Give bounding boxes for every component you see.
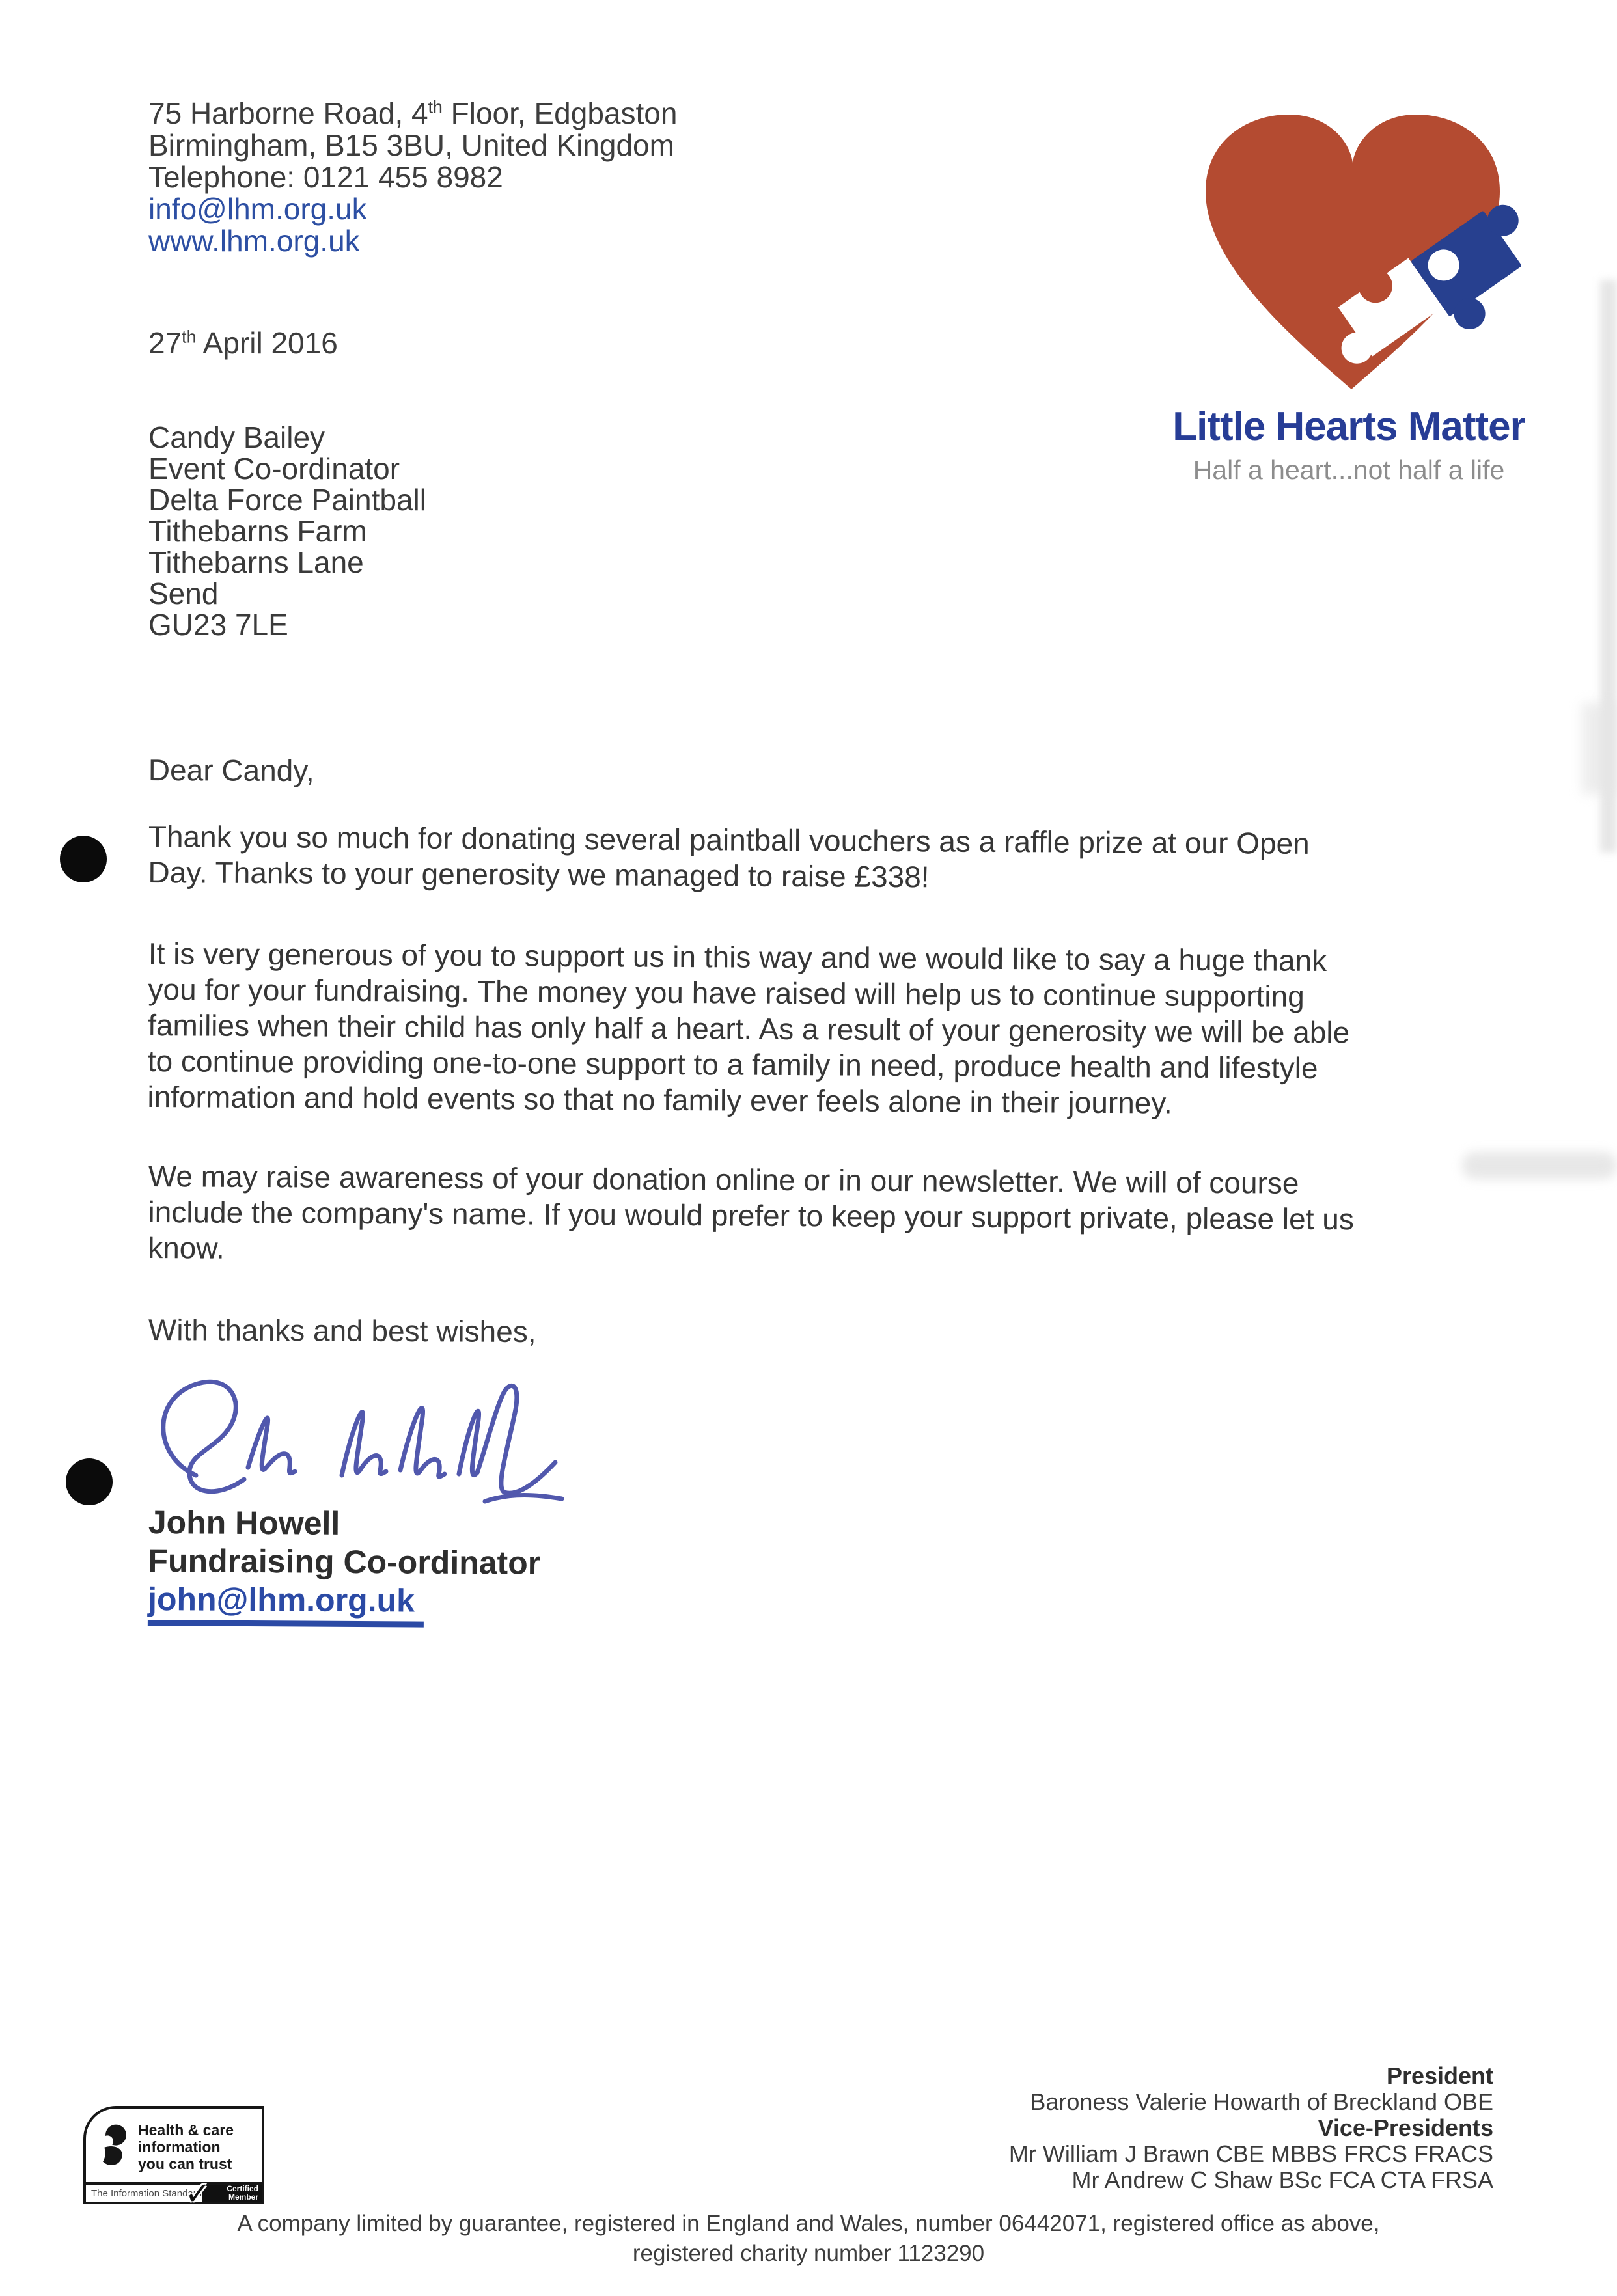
salutation: Dear Candy, [148,753,314,788]
recipient-line: Candy Bailey [148,420,325,454]
signature-image [133,1361,589,1524]
address-line-1: 75 Harborne Road, 4th Floor, Edgbaston [148,96,678,130]
president-name: Baroness Valerie Howarth of Breckland OBE [1030,2088,1493,2115]
information-standard-badge [83,2106,264,2211]
scan-smudge [1462,1152,1617,1179]
brand-block [1134,403,1564,485]
vice-president-name: Mr William J Brawn CBE MBBS FRCS FRACS [1008,2140,1493,2167]
heart-puzzle-logo-icon [1189,99,1553,405]
recipient-line: GU23 7LE [148,608,288,642]
sender-address [148,98,677,257]
vice-president-name: Mr Andrew C Shaw BSc FCA CTA FRSA [1071,2166,1493,2193]
badge-strip [83,2177,264,2211]
certified-member-box: Certified Member [202,2185,262,2202]
address-line-2: Birmingham, B15 3BU, United Kingdom [148,128,674,162]
body-paragraph-1: Thank you so much for donating several paintball vouchers as a raffle prize at our Open Day. Thanks to your generosity we managed to raise £338! [148,819,1310,894]
badge-box [83,2106,264,2182]
president-label: President [1386,2062,1493,2089]
signer-email-link[interactable]: john@lhm.org.uk [148,1580,424,1628]
officers-block [1009,2063,1493,2193]
recipient-line: Event Co-ordinator [148,452,400,485]
info-email-link[interactable]: info@lhm.org.uk [148,192,367,226]
brand-tagline: Half a heart...not half a life [1193,455,1505,485]
registration-line-1: A company limited by guarantee, registered in England and Wales, number 06442071, registered office as above, [237,2211,1380,2236]
signer-name: John Howell [148,1504,340,1542]
information-standard-label: The Information Standard [91,2187,202,2199]
closing-line: With thanks and best wishes, [148,1313,536,1349]
recipient-line: Delta Force Paintball [148,483,426,517]
signer-block [148,1503,541,1628]
recipient-line: Send [148,577,219,610]
letter-date: 27th April 2016 [148,326,338,360]
recipient-address [148,422,426,640]
scan-edge-shadow [1582,703,1617,794]
badge-text: Health & care information you can trust [138,2121,234,2172]
body-paragraph-3: We may raise awareness of your donation online or in our newsletter. We will of course include the company's name. If you would prefer to keep your support private, please let us know. [148,1159,1355,1265]
hole-punch-mark [60,836,107,882]
checkmark-icon: ✓ [184,2177,211,2211]
registration-line-2: registered charity number 1123290 [632,2241,985,2266]
website-link[interactable]: www.lhm.org.uk [148,224,360,258]
hole-punch-mark [66,1458,113,1505]
recipient-line: Tithebarns Lane [148,545,364,579]
body-paragraph-2: It is very generous of you to support us in this way and we would like to say a huge thank you for your fundraising. The money you have raised will help us to continue supporting families when their child has only half a heart. As a result of your generosity we will be able to continue providing one-to-one support to a family in need, produce health and lifestyle information and hold events so that no family ever feels alone in their journey. [147,936,1350,1120]
vice-presidents-label: Vice-Presidents [1318,2114,1493,2141]
recipient-line: Tithebarns Farm [148,514,367,548]
registration-block [0,2209,1617,2269]
brand-name: Little Hearts Matter [1172,404,1525,449]
person-icon [95,2120,131,2174]
address-line-3: Telephone: 0121 455 8982 [148,160,503,194]
signer-title: Fundraising Co-ordinator [148,1542,541,1581]
